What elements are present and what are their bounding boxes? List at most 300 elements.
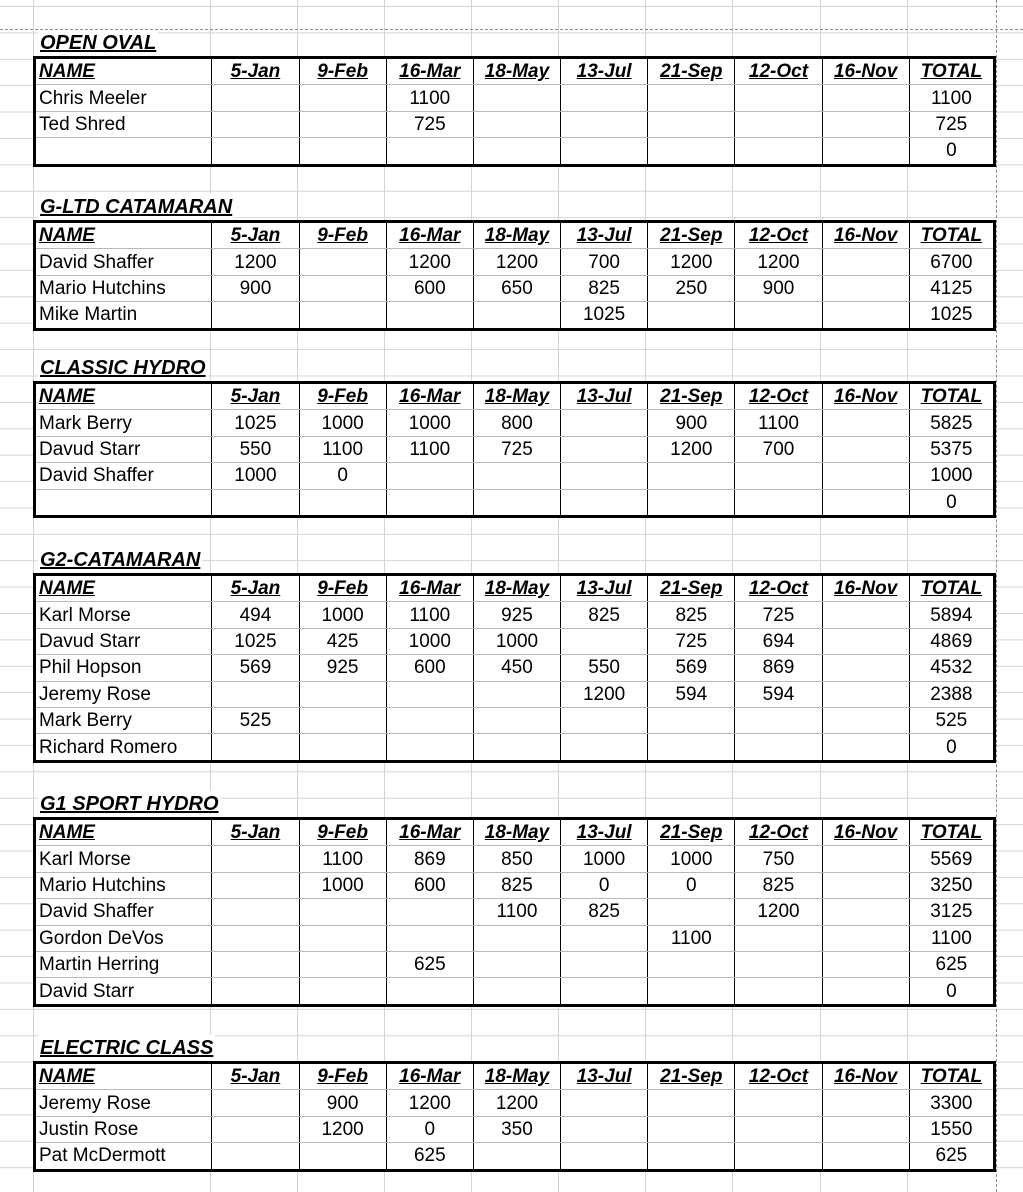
column-header[interactable]: 21-Sep xyxy=(648,1063,735,1090)
score-cell[interactable] xyxy=(473,489,560,516)
score-cell[interactable] xyxy=(822,138,909,165)
score-cell[interactable] xyxy=(648,463,735,489)
name-cell[interactable]: Gordon DeVos xyxy=(35,925,212,951)
column-header[interactable]: 12-Oct xyxy=(735,819,822,846)
score-cell[interactable] xyxy=(561,1090,648,1116)
score-cell[interactable] xyxy=(735,978,822,1005)
score-cell[interactable]: 1100 xyxy=(386,436,473,462)
score-cell[interactable]: 1200 xyxy=(299,1116,386,1142)
score-cell[interactable]: 825 xyxy=(473,872,560,898)
column-header[interactable]: 16-Mar xyxy=(386,222,473,249)
score-cell[interactable] xyxy=(561,85,648,111)
score-cell[interactable]: 700 xyxy=(735,436,822,462)
score-cell[interactable] xyxy=(822,85,909,111)
score-cell[interactable] xyxy=(473,707,560,733)
score-cell[interactable]: 925 xyxy=(473,602,560,628)
column-header[interactable]: 16-Mar xyxy=(386,1063,473,1090)
score-cell[interactable]: 700 xyxy=(561,249,648,275)
score-cell[interactable] xyxy=(822,628,909,654)
name-cell[interactable]: Ted Shred xyxy=(35,111,212,137)
column-header[interactable]: 16-Mar xyxy=(386,383,473,410)
score-cell[interactable]: 650 xyxy=(473,275,560,301)
score-cell[interactable]: 1200 xyxy=(561,681,648,707)
column-header[interactable]: 5-Jan xyxy=(212,1063,299,1090)
score-cell[interactable]: 1025 xyxy=(212,628,299,654)
score-cell[interactable]: 925 xyxy=(299,655,386,681)
score-cell[interactable] xyxy=(473,925,560,951)
column-header[interactable]: 21-Sep xyxy=(648,222,735,249)
score-cell[interactable]: 750 xyxy=(735,846,822,872)
score-cell[interactable]: 625 xyxy=(386,1143,473,1170)
score-cell[interactable] xyxy=(386,463,473,489)
column-header[interactable]: 12-Oct xyxy=(735,1063,822,1090)
score-cell[interactable]: 1100 xyxy=(386,602,473,628)
score-cell[interactable] xyxy=(299,249,386,275)
score-cell[interactable] xyxy=(212,846,299,872)
score-cell[interactable]: 725 xyxy=(386,111,473,137)
column-header[interactable]: TOTAL xyxy=(909,1063,994,1090)
score-cell[interactable] xyxy=(212,302,299,329)
column-header[interactable]: 18-May xyxy=(473,383,560,410)
score-cell[interactable] xyxy=(561,111,648,137)
score-cell[interactable] xyxy=(822,872,909,898)
column-header[interactable]: TOTAL xyxy=(909,575,994,602)
score-cell[interactable] xyxy=(735,1143,822,1170)
name-cell[interactable]: David Starr xyxy=(35,978,212,1005)
total-cell[interactable]: 1025 xyxy=(930,304,973,326)
score-cell[interactable]: 1200 xyxy=(735,249,822,275)
column-header[interactable]: 5-Jan xyxy=(212,222,299,249)
name-cell[interactable]: Jeremy Rose xyxy=(35,1090,212,1116)
name-cell[interactable]: David Shaffer xyxy=(35,249,212,275)
score-cell[interactable] xyxy=(822,302,909,329)
score-cell[interactable] xyxy=(822,436,909,462)
score-cell[interactable]: 1000 xyxy=(299,602,386,628)
score-cell[interactable] xyxy=(473,1143,560,1170)
score-cell[interactable]: 869 xyxy=(735,655,822,681)
score-cell[interactable] xyxy=(473,734,560,761)
score-cell[interactable] xyxy=(299,899,386,925)
score-cell[interactable] xyxy=(735,951,822,977)
score-cell[interactable]: 1100 xyxy=(299,436,386,462)
column-header[interactable]: TOTAL xyxy=(909,383,994,410)
column-header[interactable]: 16-Mar xyxy=(386,575,473,602)
score-cell[interactable]: 594 xyxy=(735,681,822,707)
score-cell[interactable]: 569 xyxy=(212,655,299,681)
score-cell[interactable] xyxy=(648,489,735,516)
name-cell[interactable] xyxy=(35,138,212,165)
score-cell[interactable]: 600 xyxy=(386,275,473,301)
score-cell[interactable] xyxy=(822,1090,909,1116)
score-cell[interactable] xyxy=(212,111,299,137)
score-cell[interactable]: 900 xyxy=(299,1090,386,1116)
score-cell[interactable]: 1200 xyxy=(386,1090,473,1116)
total-cell[interactable]: 1100 xyxy=(909,925,994,951)
total-cell[interactable]: 5375 xyxy=(909,436,994,462)
score-cell[interactable] xyxy=(735,111,822,137)
column-header[interactable]: 16-Nov xyxy=(822,383,909,410)
score-cell[interactable]: 550 xyxy=(212,436,299,462)
name-cell[interactable]: Jeremy Rose xyxy=(35,681,212,707)
score-cell[interactable]: 1000 xyxy=(299,410,386,436)
score-cell[interactable]: 450 xyxy=(473,655,560,681)
name-cell[interactable]: David Shaffer xyxy=(35,899,212,925)
score-cell[interactable]: 494 xyxy=(212,602,299,628)
score-cell[interactable] xyxy=(212,138,299,165)
score-cell[interactable]: 1000 xyxy=(473,628,560,654)
column-header[interactable]: 9-Feb xyxy=(299,383,386,410)
score-cell[interactable]: 1000 xyxy=(386,410,473,436)
score-cell[interactable] xyxy=(822,249,909,275)
column-header[interactable]: 9-Feb xyxy=(299,222,386,249)
name-cell[interactable]: Pat McDermott xyxy=(35,1143,212,1170)
column-header[interactable]: NAME xyxy=(35,575,212,602)
score-cell[interactable] xyxy=(822,899,909,925)
score-cell[interactable] xyxy=(648,1116,735,1142)
total-cell[interactable]: 6700 xyxy=(909,249,994,275)
column-header[interactable]: 21-Sep xyxy=(648,58,735,85)
score-cell[interactable] xyxy=(299,681,386,707)
column-header[interactable]: 5-Jan xyxy=(212,383,299,410)
score-cell[interactable] xyxy=(822,410,909,436)
score-cell[interactable]: 900 xyxy=(212,275,299,301)
score-cell[interactable] xyxy=(212,734,299,761)
score-cell[interactable] xyxy=(212,872,299,898)
score-cell[interactable]: 594 xyxy=(648,681,735,707)
column-header[interactable]: 16-Mar xyxy=(386,58,473,85)
column-header[interactable]: NAME xyxy=(35,58,212,85)
name-cell[interactable]: Mario Hutchins xyxy=(35,872,212,898)
score-cell[interactable]: 1100 xyxy=(386,85,473,111)
total-cell[interactable]: 0 xyxy=(946,140,957,162)
column-header[interactable]: NAME xyxy=(35,819,212,846)
column-header[interactable]: 9-Feb xyxy=(299,819,386,846)
column-header[interactable]: 16-Nov xyxy=(822,222,909,249)
score-cell[interactable] xyxy=(212,1143,299,1170)
score-cell[interactable] xyxy=(735,1116,822,1142)
score-cell[interactable] xyxy=(212,951,299,977)
score-cell[interactable] xyxy=(735,734,822,761)
score-cell[interactable] xyxy=(735,138,822,165)
name-cell[interactable]: Mario Hutchins xyxy=(35,275,212,301)
score-cell[interactable]: 725 xyxy=(648,628,735,654)
score-cell[interactable]: 850 xyxy=(473,846,560,872)
score-cell[interactable]: 900 xyxy=(735,275,822,301)
score-cell[interactable] xyxy=(822,275,909,301)
score-cell[interactable] xyxy=(299,734,386,761)
total-cell[interactable]: 725 xyxy=(909,111,994,137)
name-cell[interactable]: Martin Herring xyxy=(35,951,212,977)
score-cell[interactable]: 825 xyxy=(648,602,735,628)
score-cell[interactable]: 569 xyxy=(648,655,735,681)
total-cell[interactable]: 4125 xyxy=(909,275,994,301)
score-cell[interactable] xyxy=(735,85,822,111)
score-cell[interactable]: 550 xyxy=(561,655,648,681)
score-cell[interactable] xyxy=(561,1116,648,1142)
total-cell[interactable]: 3300 xyxy=(909,1090,994,1116)
score-cell[interactable]: 525 xyxy=(212,707,299,733)
score-cell[interactable] xyxy=(473,111,560,137)
score-cell[interactable] xyxy=(822,734,909,761)
column-header[interactable]: 21-Sep xyxy=(648,575,735,602)
score-cell[interactable]: 425 xyxy=(299,628,386,654)
column-header[interactable]: 16-Nov xyxy=(822,819,909,846)
score-cell[interactable] xyxy=(212,1116,299,1142)
score-cell[interactable] xyxy=(822,602,909,628)
score-cell[interactable]: 250 xyxy=(648,275,735,301)
score-cell[interactable] xyxy=(822,1143,909,1170)
score-cell[interactable] xyxy=(822,707,909,733)
score-cell[interactable] xyxy=(648,302,735,329)
score-cell[interactable]: 1000 xyxy=(299,872,386,898)
score-cell[interactable]: 0 xyxy=(386,1116,473,1142)
score-cell[interactable] xyxy=(473,681,560,707)
score-cell[interactable] xyxy=(735,489,822,516)
score-cell[interactable] xyxy=(648,1090,735,1116)
score-cell[interactable]: 725 xyxy=(473,436,560,462)
score-cell[interactable] xyxy=(299,85,386,111)
score-cell[interactable]: 1200 xyxy=(648,249,735,275)
score-cell[interactable] xyxy=(386,899,473,925)
score-cell[interactable] xyxy=(561,138,648,165)
score-cell[interactable] xyxy=(561,436,648,462)
score-cell[interactable] xyxy=(386,489,473,516)
column-header[interactable]: TOTAL xyxy=(909,819,994,846)
score-cell[interactable] xyxy=(299,489,386,516)
score-cell[interactable] xyxy=(822,111,909,137)
score-cell[interactable] xyxy=(212,899,299,925)
total-cell[interactable]: 625 xyxy=(935,1145,968,1167)
score-cell[interactable] xyxy=(473,463,560,489)
name-cell[interactable]: Mark Berry xyxy=(35,707,212,733)
score-cell[interactable]: 1025 xyxy=(212,410,299,436)
score-cell[interactable]: 825 xyxy=(561,602,648,628)
score-cell[interactable]: 825 xyxy=(561,899,648,925)
score-cell[interactable] xyxy=(299,302,386,329)
column-header[interactable]: 18-May xyxy=(473,575,560,602)
name-cell[interactable] xyxy=(35,489,212,516)
score-cell[interactable] xyxy=(386,925,473,951)
name-cell[interactable]: David Shaffer xyxy=(35,463,212,489)
total-cell[interactable]: 5894 xyxy=(909,602,994,628)
name-cell[interactable]: Chris Meeler xyxy=(35,85,212,111)
score-cell[interactable] xyxy=(822,925,909,951)
column-header[interactable]: 18-May xyxy=(473,222,560,249)
score-cell[interactable]: 1200 xyxy=(212,249,299,275)
column-header[interactable]: TOTAL xyxy=(909,58,994,85)
score-cell[interactable] xyxy=(561,628,648,654)
name-cell[interactable]: Karl Morse xyxy=(35,602,212,628)
score-cell[interactable] xyxy=(561,463,648,489)
total-cell[interactable]: 0 xyxy=(946,491,957,513)
column-header[interactable]: 21-Sep xyxy=(648,383,735,410)
score-cell[interactable] xyxy=(648,138,735,165)
name-cell[interactable]: Davud Starr xyxy=(35,436,212,462)
column-header[interactable]: 9-Feb xyxy=(299,1063,386,1090)
score-cell[interactable] xyxy=(735,1090,822,1116)
score-cell[interactable] xyxy=(212,1090,299,1116)
column-header[interactable]: 5-Jan xyxy=(212,819,299,846)
score-cell[interactable] xyxy=(386,681,473,707)
score-cell[interactable] xyxy=(561,489,648,516)
score-cell[interactable] xyxy=(561,1143,648,1170)
total-cell[interactable]: 4869 xyxy=(909,628,994,654)
score-cell[interactable]: 0 xyxy=(299,463,386,489)
name-cell[interactable]: Karl Morse xyxy=(35,846,212,872)
score-cell[interactable]: 1200 xyxy=(735,899,822,925)
score-cell[interactable] xyxy=(822,655,909,681)
score-cell[interactable] xyxy=(735,707,822,733)
score-cell[interactable]: 1200 xyxy=(648,436,735,462)
column-header[interactable]: 16-Nov xyxy=(822,1063,909,1090)
column-header[interactable]: 12-Oct xyxy=(735,58,822,85)
score-cell[interactable] xyxy=(386,302,473,329)
score-cell[interactable]: 1100 xyxy=(473,899,560,925)
score-cell[interactable] xyxy=(648,1143,735,1170)
score-cell[interactable]: 694 xyxy=(735,628,822,654)
score-cell[interactable] xyxy=(648,951,735,977)
column-header[interactable]: 16-Mar xyxy=(386,819,473,846)
name-cell[interactable]: Justin Rose xyxy=(35,1116,212,1142)
column-header[interactable]: 12-Oct xyxy=(735,383,822,410)
name-cell[interactable]: Davud Starr xyxy=(35,628,212,654)
column-header[interactable]: 12-Oct xyxy=(735,222,822,249)
score-cell[interactable] xyxy=(822,681,909,707)
total-cell[interactable]: 3125 xyxy=(909,899,994,925)
score-cell[interactable] xyxy=(473,85,560,111)
column-header[interactable]: 13-Jul xyxy=(561,819,648,846)
score-cell[interactable] xyxy=(735,925,822,951)
score-cell[interactable] xyxy=(822,951,909,977)
total-cell[interactable]: 0 xyxy=(946,736,957,758)
score-cell[interactable] xyxy=(386,978,473,1005)
column-header[interactable]: 9-Feb xyxy=(299,58,386,85)
score-cell[interactable]: 600 xyxy=(386,872,473,898)
score-cell[interactable]: 1200 xyxy=(473,1090,560,1116)
score-cell[interactable]: 1100 xyxy=(735,410,822,436)
score-cell[interactable] xyxy=(299,111,386,137)
score-cell[interactable] xyxy=(561,410,648,436)
column-header[interactable]: 18-May xyxy=(473,1063,560,1090)
column-header[interactable]: NAME xyxy=(35,222,212,249)
total-cell[interactable]: 1000 xyxy=(909,463,994,489)
total-cell[interactable]: 5825 xyxy=(909,410,994,436)
score-cell[interactable] xyxy=(299,275,386,301)
score-cell[interactable]: 725 xyxy=(735,602,822,628)
score-cell[interactable] xyxy=(822,978,909,1005)
column-header[interactable]: TOTAL xyxy=(909,222,994,249)
total-cell[interactable]: 4532 xyxy=(909,655,994,681)
column-header[interactable]: 13-Jul xyxy=(561,222,648,249)
score-cell[interactable] xyxy=(735,302,822,329)
total-cell[interactable]: 1100 xyxy=(909,85,994,111)
score-cell[interactable] xyxy=(386,734,473,761)
score-cell[interactable]: 900 xyxy=(648,410,735,436)
name-cell[interactable]: Mike Martin xyxy=(35,302,212,329)
total-cell[interactable]: 5569 xyxy=(909,846,994,872)
column-header[interactable]: 16-Nov xyxy=(822,58,909,85)
score-cell[interactable] xyxy=(386,138,473,165)
score-cell[interactable] xyxy=(648,707,735,733)
score-cell[interactable] xyxy=(473,302,560,329)
column-header[interactable]: NAME xyxy=(35,383,212,410)
score-cell[interactable] xyxy=(648,85,735,111)
score-cell[interactable]: 1025 xyxy=(561,302,648,329)
name-cell[interactable]: Mark Berry xyxy=(35,410,212,436)
score-cell[interactable] xyxy=(299,707,386,733)
score-cell[interactable] xyxy=(212,85,299,111)
total-cell[interactable]: 0 xyxy=(946,980,957,1002)
column-header[interactable]: 13-Jul xyxy=(561,575,648,602)
score-cell[interactable]: 1000 xyxy=(561,846,648,872)
score-cell[interactable] xyxy=(561,734,648,761)
score-cell[interactable] xyxy=(299,1143,386,1170)
column-header[interactable]: 16-Nov xyxy=(822,575,909,602)
score-cell[interactable] xyxy=(822,489,909,516)
score-cell[interactable]: 0 xyxy=(648,872,735,898)
score-cell[interactable] xyxy=(648,899,735,925)
score-cell[interactable] xyxy=(822,846,909,872)
total-cell[interactable]: 1550 xyxy=(909,1116,994,1142)
score-cell[interactable] xyxy=(212,489,299,516)
score-cell[interactable] xyxy=(822,463,909,489)
score-cell[interactable] xyxy=(212,681,299,707)
column-header[interactable]: 5-Jan xyxy=(212,575,299,602)
column-header[interactable]: 9-Feb xyxy=(299,575,386,602)
total-cell[interactable]: 2388 xyxy=(909,681,994,707)
score-cell[interactable] xyxy=(561,925,648,951)
score-cell[interactable]: 0 xyxy=(561,872,648,898)
score-cell[interactable] xyxy=(735,463,822,489)
score-cell[interactable]: 1200 xyxy=(473,249,560,275)
column-header[interactable]: 5-Jan xyxy=(212,58,299,85)
score-cell[interactable] xyxy=(561,707,648,733)
score-cell[interactable]: 1000 xyxy=(648,846,735,872)
score-cell[interactable] xyxy=(299,138,386,165)
score-cell[interactable]: 800 xyxy=(473,410,560,436)
column-header[interactable]: 21-Sep xyxy=(648,819,735,846)
total-cell[interactable]: 625 xyxy=(909,951,994,977)
score-cell[interactable] xyxy=(212,925,299,951)
column-header[interactable]: 18-May xyxy=(473,819,560,846)
score-cell[interactable]: 1000 xyxy=(212,463,299,489)
score-cell[interactable]: 1100 xyxy=(299,846,386,872)
score-cell[interactable] xyxy=(212,978,299,1005)
score-cell[interactable]: 869 xyxy=(386,846,473,872)
score-cell[interactable] xyxy=(561,951,648,977)
score-cell[interactable]: 1100 xyxy=(648,925,735,951)
score-cell[interactable]: 600 xyxy=(386,655,473,681)
score-cell[interactable]: 625 xyxy=(386,951,473,977)
name-cell[interactable]: Richard Romero xyxy=(35,734,212,761)
column-header[interactable]: 12-Oct xyxy=(735,575,822,602)
score-cell[interactable] xyxy=(386,707,473,733)
score-cell[interactable] xyxy=(561,978,648,1005)
score-cell[interactable]: 825 xyxy=(735,872,822,898)
score-cell[interactable] xyxy=(299,951,386,977)
score-cell[interactable] xyxy=(299,925,386,951)
total-cell[interactable]: 3250 xyxy=(909,872,994,898)
score-cell[interactable] xyxy=(648,978,735,1005)
column-header[interactable]: 13-Jul xyxy=(561,58,648,85)
score-cell[interactable] xyxy=(648,734,735,761)
column-header[interactable]: NAME xyxy=(35,1063,212,1090)
score-cell[interactable]: 1200 xyxy=(386,249,473,275)
score-cell[interactable] xyxy=(648,111,735,137)
column-header[interactable]: 18-May xyxy=(473,58,560,85)
total-cell[interactable]: 525 xyxy=(909,707,994,733)
score-cell[interactable]: 1000 xyxy=(386,628,473,654)
